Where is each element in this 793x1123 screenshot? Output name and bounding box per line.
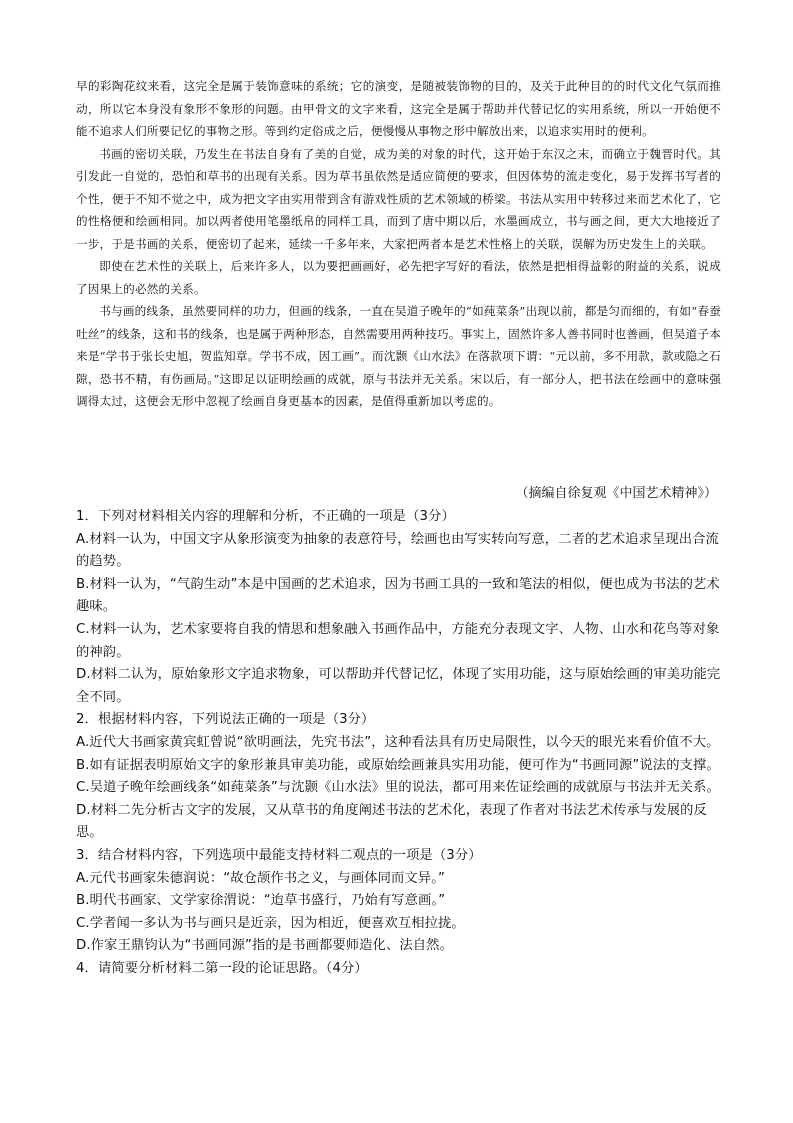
passage-paragraph: 即使在艺术性的关联上，后来许多人，以为要把画画好，必先把字写好的看法，依然是把相得益彰的附益的关系，说成了因果上的必然的关系。 (76, 259, 721, 296)
option-d: D.作家王鼎钧认为“书画同源”指的是书画都要师造化、法自然。 (76, 938, 453, 954)
option-a: A.材料一认为，中国文字从象形演变为抽象的表意符号，绘画也由写实转向写意，二者的艺术追求呈现出合流的趋势。 (76, 531, 719, 570)
question-stem: 1．下列对材料相关内容的理解和分析，不正确的一项是（3分） (76, 509, 455, 524)
option-a: A.近代大书画家黄宾虹曾说“欲明画法，先究书法”，这种看法具有历史局限性，以今天的眼光来看价值不大。 (76, 734, 720, 750)
question-stem: 3．结合材料内容，下列选项中最能支持材料二观点的一项是（3分） (76, 847, 482, 863)
passage-source: （摘编自徐复观《中国艺术精神》） (515, 486, 717, 501)
question-stem: 2．根据材料内容，下列说法正确的一项是（3分） (76, 712, 375, 728)
passage-paragraph: 书画的密切关联，乃发生在书法自身有了美的自觉，成为美的对象的时代，这开始于东汉之末，而确立于魏晋时代。其引发此一自觉的，恐怕和草书的出现有关系。因为草书虽依然是适应简便的要求，但因体势的流走变化，易于发挥书写者的个性，便于不知不觉之中，成为把文字由实用带到含有游戏性质的艺术领域的桥梁。书法从实用中转移过来而艺术化了，它的性格便和绘画相同。加以两者使用笔墨纸帛的同样工具，而到了唐中期以后，水墨画成立，书与画之间，更大大地接近了一步，于是书画的关系，便密切了起来，延续一千多年来，大家把两者本是艺术性格上的关联，误解为历史发生上的关联。 (76, 146, 721, 251)
option-a: A.元代书画家朱德润说：“故仓颉作书之义，与画体同而文异。” (76, 870, 445, 886)
question-3 (76, 845, 721, 958)
question-4 (76, 958, 721, 981)
option-b: B.材料一认为，“气韵生动”本是中国画的艺术追求，因为书画工具的一致和笔法的相似，便也成为书法的艺术趣味。 (76, 576, 720, 615)
reading-passage (76, 75, 721, 413)
option-c: C.学者闻一多认为书与画只是近亲，因为相近，便喜欢互相拉拢。 (76, 915, 465, 931)
option-b: B.明代书画家、文学家徐渭说：“迨草书盛行，乃始有写意画。” (76, 893, 446, 909)
option-d: D.材料二先分析古文字的发展，又从草书的角度阐述书法的艺术化，表现了作者对书法艺术传承与发展的反思。 (76, 802, 707, 841)
question-1 (76, 506, 721, 709)
question-stem: 4．请简要分析材料二第一段的论证思路。（4分） (76, 960, 368, 976)
option-c: C.材料一认为，艺术家要将自我的情思和想象融入书画作品中，方能充分表现文字、人物、山水和花鸟等对象的神韵。 (76, 621, 720, 660)
question-list (76, 506, 721, 980)
option-b: B.如有证据表明原始文字的象形兼具审美功能，或原始绘画兼具实用功能，便可作为“书画同源”说法的支撑。 (76, 757, 720, 773)
passage-paragraph: 书与画的线条，虽然要同样的功力，但画的线条，一直在吴道子晚年的“如莼菜条”出现以前，都是匀而细的，有如“春蚕吐丝”的线条，这和书的线条，也是属于两种形态，自然需要用两种技巧。事实上，固然许多人善书同时也善画，但吴道子本来是“学书于张长史旭，贺监知章。学书不成，因工画”。而沈颢《山水法》在落款项下谓：“元以前，多不用款，款或隐之石隙，恐书不精，有伤画局。”这即足以证明绘画的成就，原与书法并无关系。宋以后，有一部分人，把书法在绘画中的意味强调得太过，这便会无形中忽视了绘画自身更基本的因素，是值得重新加以考虑的。 (76, 304, 721, 408)
option-d: D.材料二认为，原始象形文字追求物象，可以帮助并代替记忆，体现了实用功能，这与原始绘画的审美功能完全不同。 (76, 667, 721, 705)
question-2 (76, 709, 721, 845)
passage-paragraph: 早的彩陶花纹来看，这完全是属于装饰意味的系统；它的演变，是随被装饰物的目的，及关于此种目的的时代文化气氛而推动，所以它本身没有象形不象形的问题。由甲骨文的文字来看，这完全是属于帮助并代替记忆的实用系统，所以一开始便不能不追求人们所要记忆的事物之形。等到约定俗成之后，便慢慢从事物之形中解放出来，以追求实用时的便利。 (76, 79, 721, 138)
option-c: C.吴道子晚年绘画线条“如莼菜条”与沈颢《山水法》里的说法，都可用来佐证绘画的成就原与书法并无关系。 (76, 780, 720, 796)
